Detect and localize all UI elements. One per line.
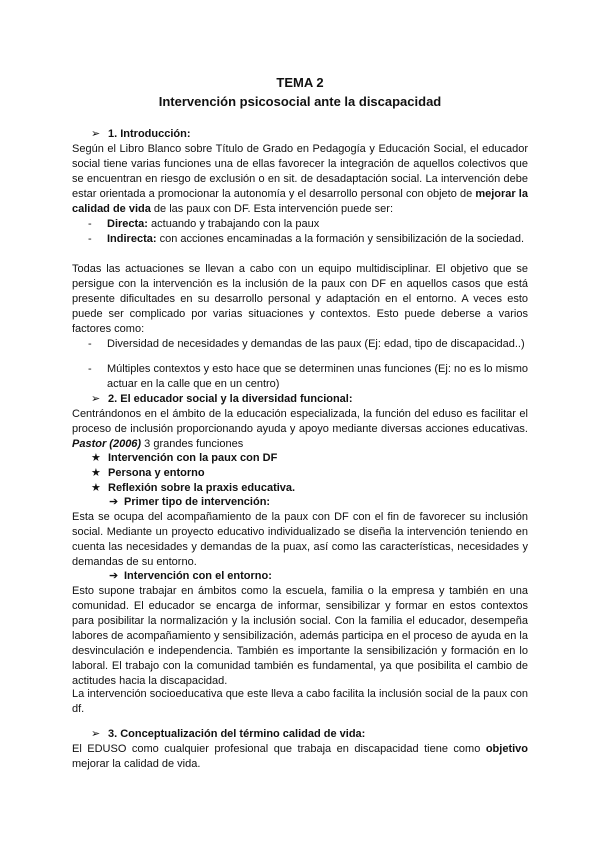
dash-bullet: - [88, 233, 92, 245]
quality-paragraph: El EDUSO como cualquier profesional que trabaja en discapacidad tiene como objetivo mejorar la calidad de vida. [72, 743, 528, 770]
arrow-bullet-icon: ➢ [91, 128, 101, 140]
closing-paragraph: La intervención socioeducativa que este lleva a cabo facilita la inclusión social de la paux con df. [72, 688, 528, 715]
star-bullet-icon: ★ [91, 452, 101, 464]
first-intervention-paragraph: Esta se ocupa del acompañamiento de la paux con DF con el fin de favorecer su inclusión social. Mediante un proyecto educativo individualizado se diseña la intervención teniendo en cuenta las necesidades y demandas de la puax, así como las características, necesidades y demandas de su entorno. [72, 511, 528, 568]
subheading-first-intervention: ➔ Primer tipo de intervención: [109, 496, 271, 508]
subheading-environment-intervention: ➔ Intervención con el entorno: [109, 570, 272, 582]
arrow-right-icon: ➔ [109, 570, 119, 582]
dash-bullet: - [88, 363, 92, 375]
arrow-bullet-icon: ➢ [91, 728, 101, 740]
section-heading-intro: ➢ 1. Introducción: [91, 128, 191, 140]
intro-paragraph-1: Según el Libro Blanco sobre Título de Grado en Pedagogía y Educación Social, el educador social tiene varias funciones una de ellas favorecer la integración de aquellos colectivos que se encuentran en riesgo de exclusión o en sit. de desadaptación social. La intervención debe estar orientada a promocionar la autonomía y el desarrollo personal con objeto de mejorar la calidad de vida de las paux con DF. Esta intervención puede ser: [72, 143, 528, 215]
educator-paragraph-1: Centrándonos en el ámbito de la educación especializada, la función del eduso es facilitar el proceso de inclusión proporcionando ayuda y apoyo mediante diversas acciones educativas. Pastor (2006) 3 grandes funciones [72, 408, 528, 450]
intro-paragraph-2: Todas las actuaciones se llevan a cabo con un equipo multidisciplinar. El objetivo que se persigue con la intervención es la inclusión de la paux con DF en aquellos casos que está presente dificultades en su desarrollo personal y adaptación en el entorno. A veces esto puede ser complicado por varias situaciones y contextos. Esto puede deberse a varios factores como: [72, 263, 528, 335]
document-page: TEMA 2 Intervención psicosocial ante la discapacidad ➢ 1. Introducción: Según el Libro Blanco sobre Título de Grado en Pedagogía y Educación Social, el educador social tiene varias funciones una de ellas favorecer la integración de aquellos colectivos que se encuentran en riesgo de exclusión o en sit. de desadaptación social. La intervención debe estar orientada a promocionar la autonomía y el desarrollo personal con objeto de mejorar la calidad de vida de las paux con DF. Esta intervención puede ser: - Directa: actuando y trabajando con la paux - Indirecta: con acciones encaminadas a la formación y sensibilización de la sociedad. Todas las actuaciones se llevan a cabo con un equipo multidisciplinar. El objetivo que se persigue con la intervención es la inclusión de la paux con DF en aquellos casos que está presente dificultades en su desarrollo personal y adaptación en el entorno. A veces esto puede ser complicado por varias situaciones y contextos. Esto puede deberse a varios factores como: - Diversidad de necesidades y demandas de las paux (Ej: edad, tipo de discapacidad..) - Múltiples contextos y esto hace que se determinen unas funciones (Ej: no es lo mismo actuar en la calle que en un centro) ➢ 2. El educador social y la diversidad funcional: Centrándonos en el ámbito de la educación especializada, la función del eduso es facilitar el proceso de inclusión proporcionando ayuda y apoyo mediante diversas acciones educativas. Pastor (2006) 3 grandes funciones ★ Intervención con la paux con DF ★ Persona y entorno ★ Reflexión sobre la praxis educativa. ➔ Primer tipo de intervención: Esta se ocupa del acompañamiento de la paux con DF con el fin de favorecer su inclusión social. Mediante un proyecto educativo individualizado se diseña la intervención teniendo en cuenta las necesidades y demandas de la puax, así como las características, necesidades y demandas de su entorno. ➔ Intervención con el entorno: Esto supone trabajar en ámbitos como la escuela, familia o la empresa y también en una comunidad. El educador se encarga de informar, sensibilizar y formar en estos contextos para posibilitar la normalización y la inclusión social. Con la familia el educador, desempeña labores de acompañamiento y sensibilización, además participa en el proceso de ayuda en la desvinculación e independencia. También es importante la sensibilización y formación en lo laboral. El trabajo con la comunidad también es fundamental, ya que posibilita el cambio de actitudes hacia la discapacidad. La intervención socioeducativa que este lleva a cabo facilita la inclusión social de la paux con df. ➢ 3. Conceptualización del término calidad de vida: El EDUSO como cualquier profesional que trabaja en discapacidad tiene como objetivo mejorar la calidad de vida. [0, 0, 600, 848]
document-title: TEMA 2 [276, 75, 324, 90]
section-heading-educator: ➢ 2. El educador social y la diversidad funcional: [91, 393, 353, 405]
document-subtitle: Intervención psicosocial ante la discapacidad [158, 94, 442, 109]
emphasis-quality-of-life: mejorar la calidad de vida [72, 188, 528, 215]
section-heading-quality: ➢ 3. Conceptualización del término calidad de vida: [91, 728, 366, 740]
function-item-3: ★ Reflexión sobre la praxis educativa. [91, 482, 296, 494]
arrow-bullet-icon: ➢ [91, 393, 101, 405]
star-bullet-icon: ★ [91, 482, 101, 494]
function-item-2: ★ Persona y entorno [91, 467, 205, 479]
arrow-right-icon: ➔ [109, 496, 119, 508]
emphasis-objective: objetivo [485, 743, 528, 755]
function-item-1: ★ Intervención con la paux con DF [91, 452, 278, 464]
star-bullet-icon: ★ [91, 467, 101, 479]
environment-paragraph: Esto supone trabajar en ámbitos como la escuela, familia o la empresa y también en una comunidad. El educador se encarga de informar, sensibilizar y formar en estos contextos para posibilitar la normalización y la inclusión social. Con la familia el educador, desempeña labores de acompañamiento y sensibilización, además participa en el proceso de ayuda en la desvinculación e independencia. También es importante la sensibilización y formación en lo laboral. El trabajo con la comunidad también es fundamental, ya que posibilita el cambio de actitudes hacia la discapacidad. [72, 585, 528, 687]
citation-pastor: Pastor (2006) [72, 438, 142, 450]
dash-bullet: - [88, 218, 92, 230]
dash-bullet: - [88, 338, 92, 350]
